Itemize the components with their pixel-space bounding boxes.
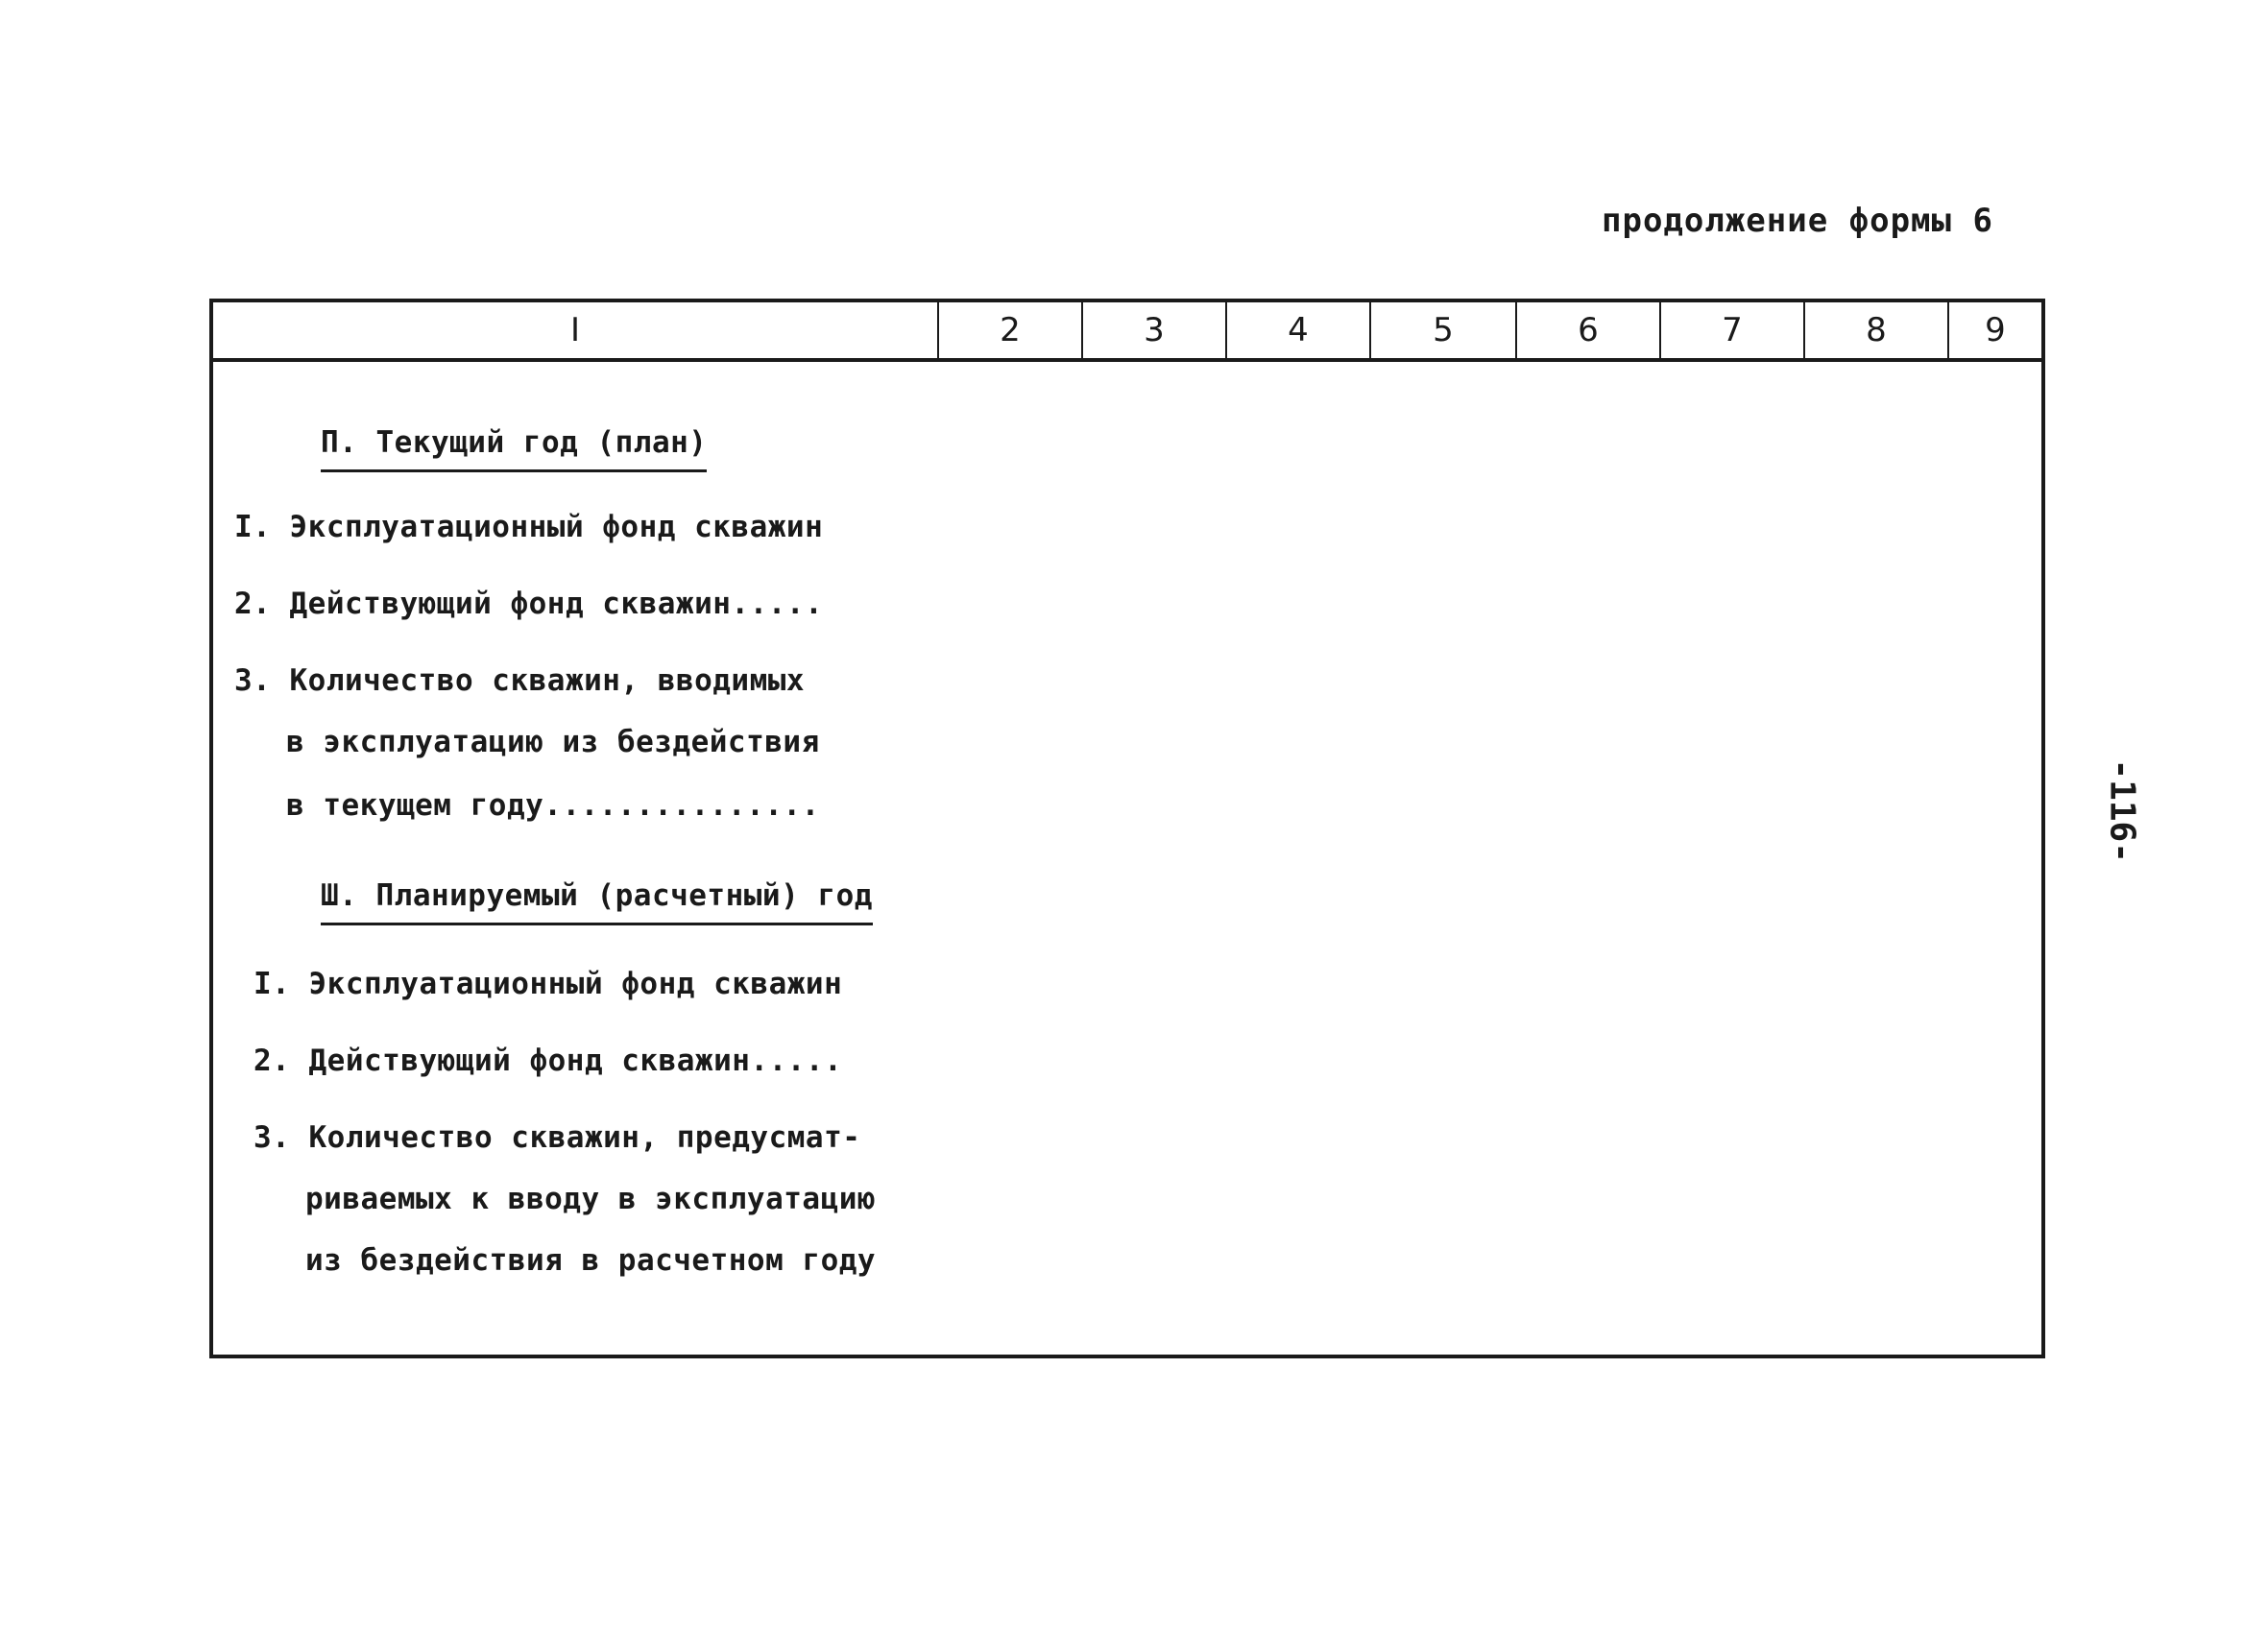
column-header-6: 6: [1517, 302, 1661, 358]
list-item-continuation: в текущем году...............: [286, 788, 820, 823]
column-header-8: 8: [1805, 302, 1949, 358]
section-title-planned-year: Ш. Планируемый (расчетный) год: [321, 878, 873, 925]
column-header-2: 2: [939, 302, 1083, 358]
list-item: 3. Количество скважин, вводимых: [234, 663, 806, 698]
section-title-current-year: П. Текущий год (план): [321, 425, 707, 472]
column-header-7: 7: [1661, 302, 1805, 358]
list-item: 3. Количество скважин, предусмат-: [253, 1120, 861, 1155]
column-header-9: 9: [1985, 311, 2006, 349]
list-item: I. Эксплуатационный фонд скважин: [234, 510, 824, 544]
list-item: I. Эксплуатационный фонд скважин: [253, 967, 843, 1001]
form-table: [209, 299, 2045, 1358]
column-header-1: I: [213, 302, 939, 358]
list-item-continuation: риваемых к вводу в эксплуатацию: [305, 1182, 877, 1216]
table-body: [213, 362, 2041, 1355]
form-continuation-caption: продолжение формы 6: [1602, 202, 1993, 240]
list-item-continuation: из бездействия в расчетном году: [305, 1243, 877, 1278]
list-item: 2. Действующий фонд скважин.....: [253, 1044, 843, 1078]
table-header-row: [213, 302, 2041, 362]
column-header-5: 5: [1371, 302, 1517, 358]
column-header-3: 3: [1083, 302, 1227, 358]
list-item: 2. Действующий фонд скважин.....: [234, 587, 824, 621]
page-number: -116-: [2102, 758, 2142, 863]
list-item-continuation: в эксплуатацию из бездействия: [286, 725, 820, 759]
column-header-4: 4: [1227, 302, 1371, 358]
